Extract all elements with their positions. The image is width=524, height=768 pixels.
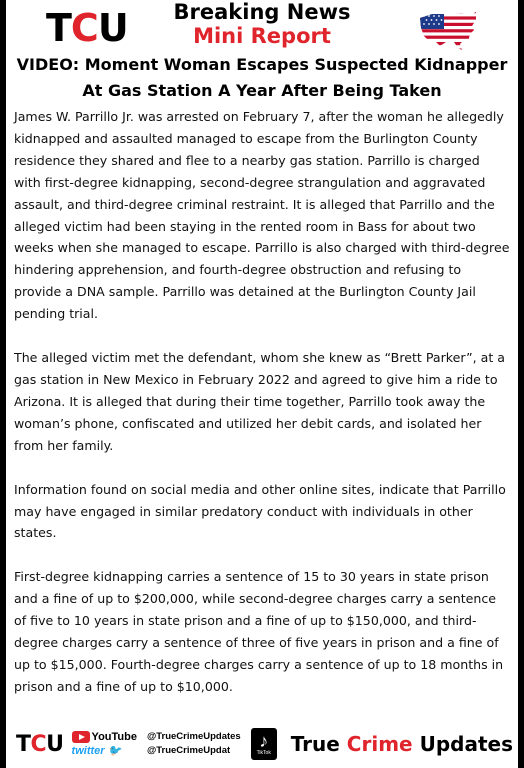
youtube-icon: [72, 731, 90, 743]
youtube-link[interactable]: YouTube: [72, 730, 137, 744]
tcu-logo: TCU: [46, 6, 128, 50]
social-labels: [72, 730, 137, 758]
article-paragraph: James W. Parrillo Jr. was arrested on February 7, after the woman he allegedly kidnapped and assaulted managed to escape from the Burlington County residence they shared and flee to a nearby gas station. Parrillo is charged with first-degree kidnapping, second-degree strangulation and aggravated assault, and third-degree criminal restraint. It is alleged that Parrillo and the alleged victim had been staying in the rented room in Bass for about two weeks when she managed to escape. Parrillo is also charged with third-degree hindering apprehension, and fourth-degree obstruction and refusing to provide a DNA sample. Parrillo was detained at the Burlington County Jail pending trial.: [14, 109, 510, 322]
article-body: [6, 104, 518, 698]
headline: VIDEO: Moment Woman Escapes Suspected Kidnapper At Gas Station A Year After Being Taken: [16, 55, 508, 100]
twitter-handle[interactable]: @TrueCrimeUpdat: [146, 745, 231, 756]
article-paragraph: The alleged victim met the defendant, whom she knew as “Brett Parker”, at a gas station in New Mexico in February 2022 and agreed to give him a ride to Arizona. It is alleged that during their time together, Parrillo took away the woman’s phone, confiscated and utilized her debit cards, and isolated her from her family.: [14, 350, 505, 453]
usa-flag-map-icon: [418, 10, 478, 52]
true-crime-updates-brand: True Crime Updates: [290, 732, 513, 756]
article-paragraph: Information found on social media and other online sites, indicate that Parrillo may have engaged in similar predatory conduct with individuals in other states.: [14, 481, 506, 541]
twitter-link[interactable]: twitter 🐦: [71, 745, 122, 757]
footer-tcu-logo: TCU: [16, 731, 64, 757]
social-handles: [147, 730, 241, 758]
twitter-bird-icon: 🐦: [107, 745, 122, 757]
report-card: [6, 0, 518, 768]
header: [6, 0, 518, 52]
tiktok-icon[interactable]: ♪ TikTok: [251, 728, 277, 760]
article-paragraph: First-degree kidnapping carries a sentence of 15 to 30 years in state prison and a fine of up to $200,000, while second-degree charges carry a sentence of five to 10 years in state prison and a fine of up to $150,000, and third-degree charges carry a sentence of three of five years in prison and a fine of up to $15,000. Fourth-degree charges carry a sentence of up to 18 months in prison and a fine of up to $10,000.: [14, 569, 504, 694]
footer: [6, 720, 518, 768]
mini-report-title: Mini Report: [193, 24, 331, 48]
youtube-handle[interactable]: @TrueCrimeUpdates: [146, 731, 241, 742]
breaking-news-title: Breaking News: [173, 0, 351, 24]
